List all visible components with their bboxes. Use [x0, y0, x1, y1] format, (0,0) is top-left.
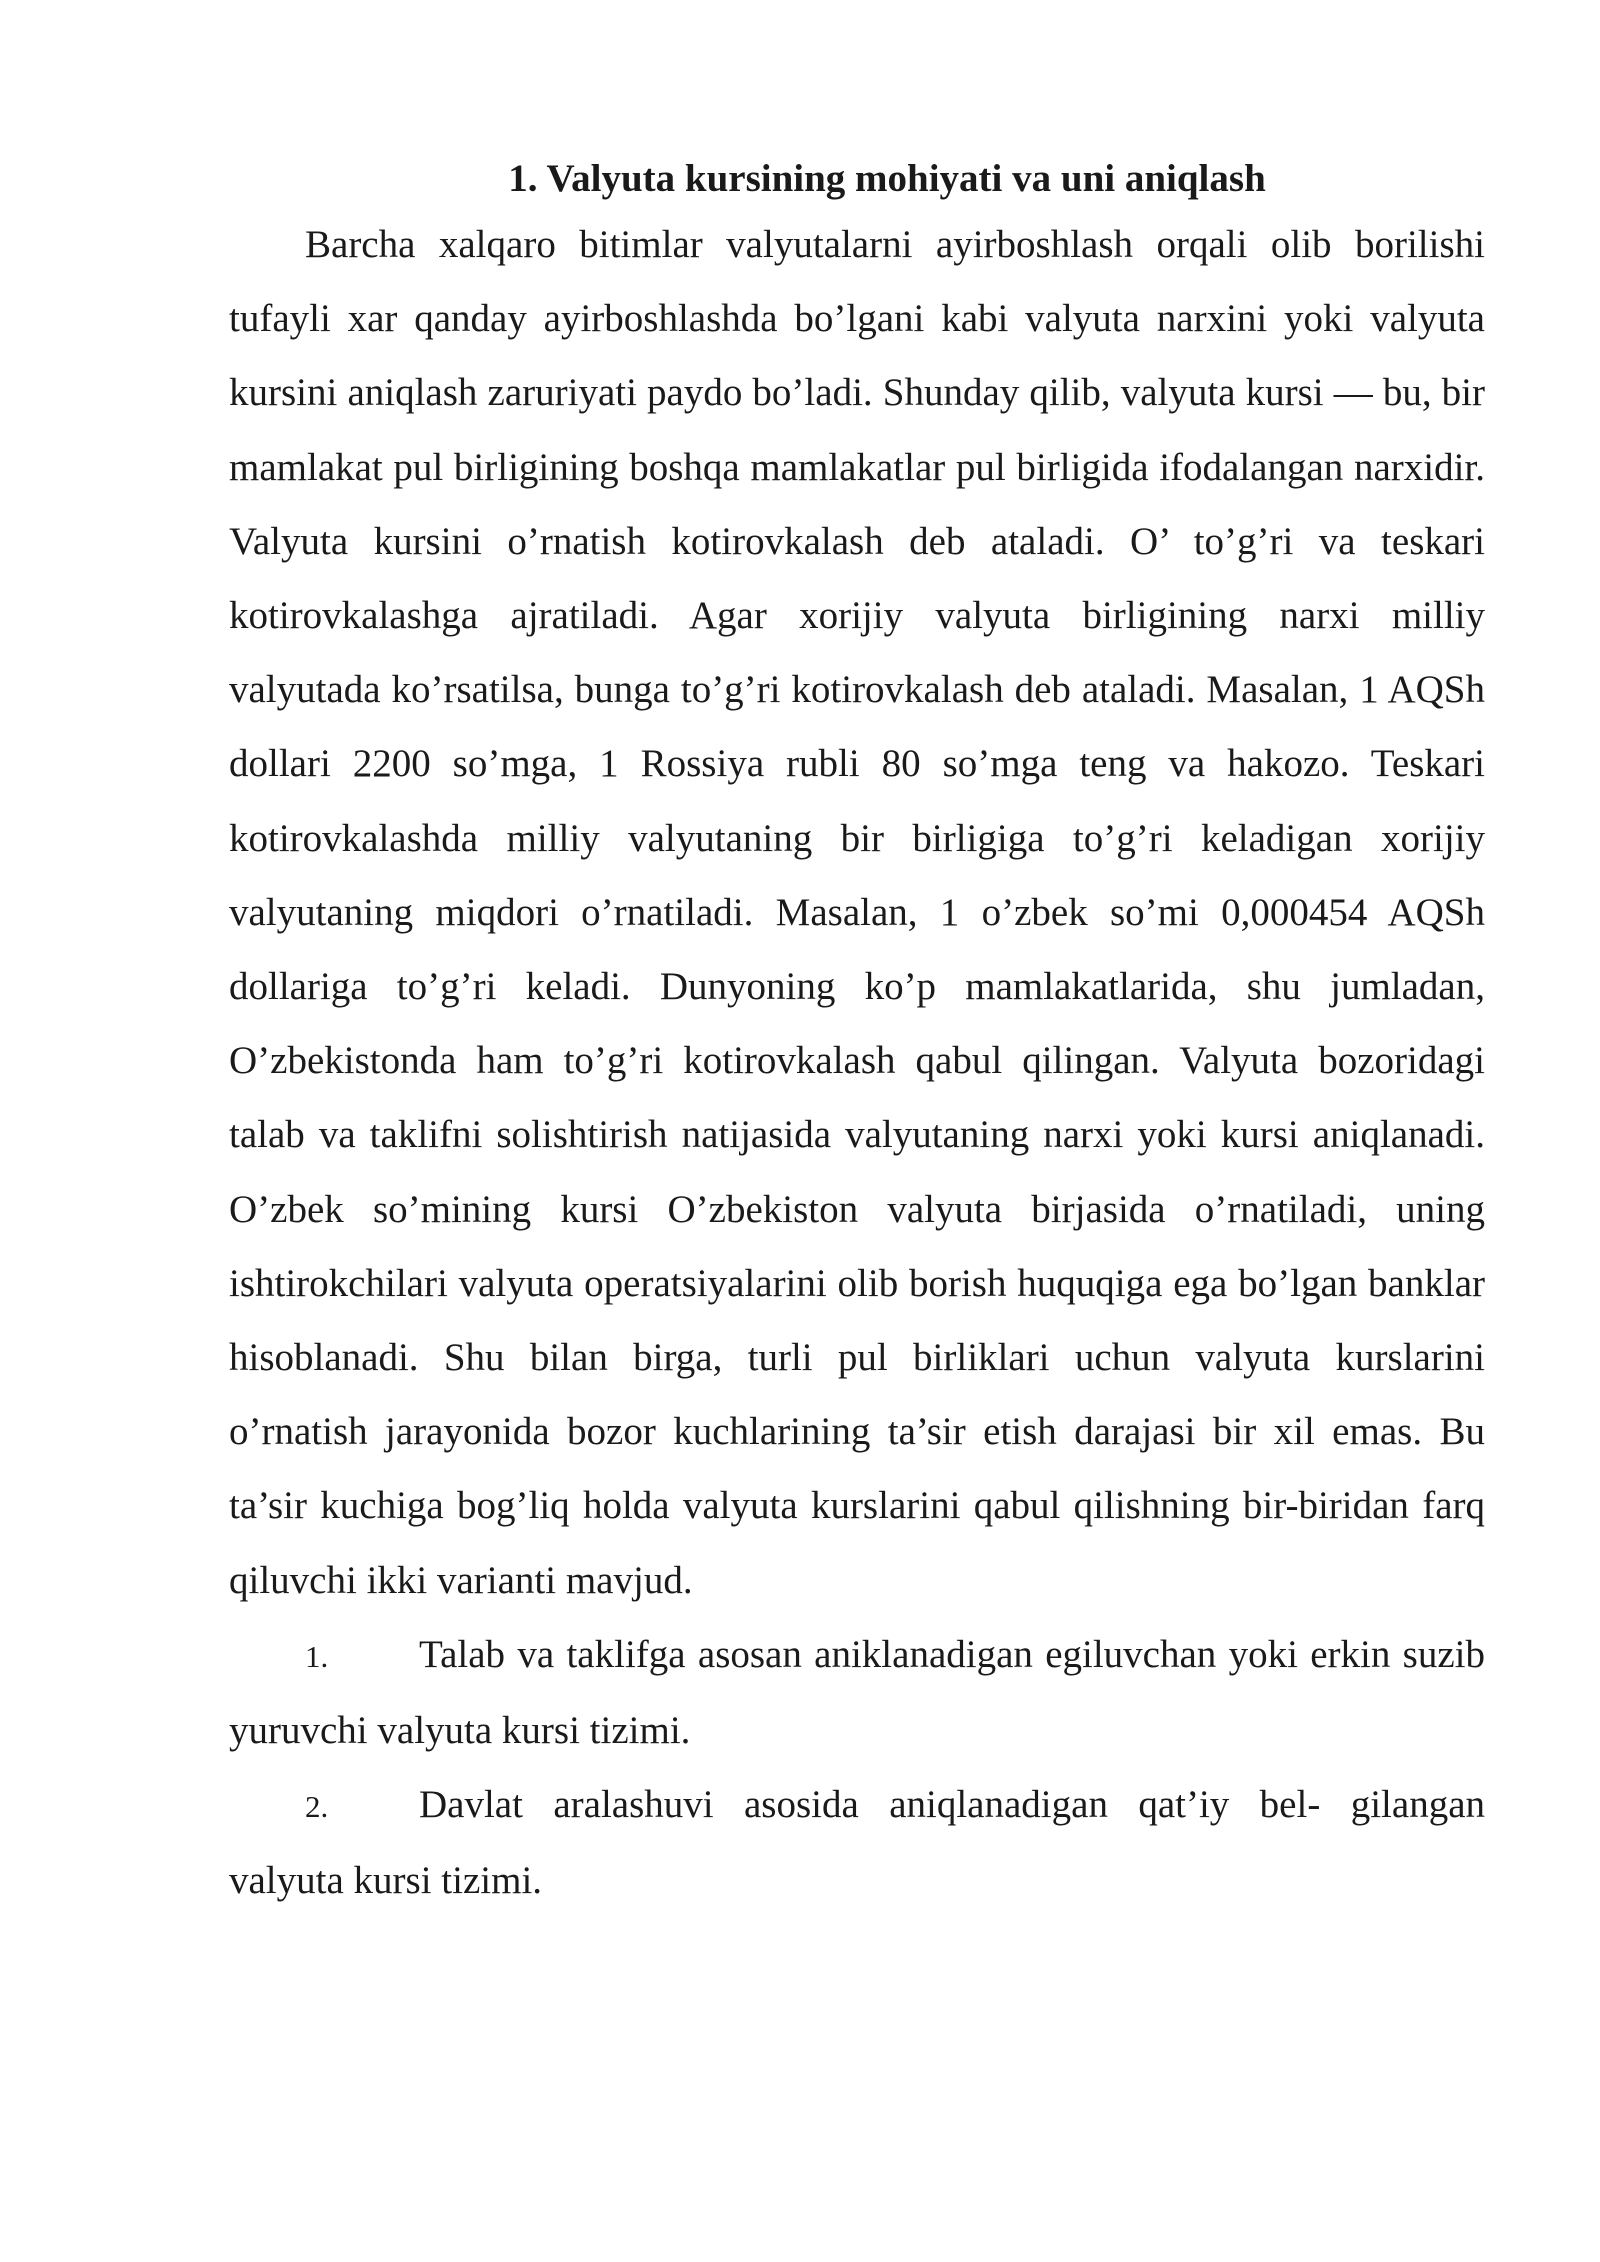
section-heading: 1. Valyuta kursining mohiyati va uni aniqlash: [508, 157, 1266, 200]
document-body: [229, 150, 1485, 1919]
list-item-number: 1.: [305, 1638, 329, 1674]
list-item-1: [229, 1618, 1485, 1768]
list-item-text: Talab va taklifga asosan aniklanadigan egiluvchan yoki erkin suzib yuruvchi valyuta kursi tizimi.: [229, 1632, 1485, 1753]
list-item-text: Davlat aralashuvi asosida aniqlanadigan qat’iy bel- gilangan valyuta kursi tizimi.: [229, 1783, 1485, 1903]
body-paragraph: Barcha xalqaro bitimlar valyutalarni ayirboshlash orqali olib borilishi tufayli xar qanday ayirboshlashda bo’lgani kabi valyuta narxini yoki valyuta kursini aniqlash zaruriyati paydo bo’ladi. Shunday qilib, valyuta kursi — bu, bir mamlakat pul birligining boshqa mamlakatlar pul birligida ifodalangan narxidir. Valyuta kursini o’rnatish kotirovkalash deb ataladi. O’ to’g’ri va teskari kotirovkalashga ajratiladi. Agar xorijiy valyuta birligining narxi milliy valyutada ko’rsatilsa, bunga to’g’ri kotirovkalash deb ataladi. Masalan, 1 AQSh dollari 2200 so’mga, 1 Rossiya rubli 80 so’mga teng va hakozo. Teskari kotirovkalashda milliy valyutaning bir birligiga to’g’ri keladigan xorijiy valyutaning miqdori o’rnatiladi. Masalan, 1 o’zbek so’mi 0,000454 AQSh dollariga to’g’ri keladi. Dunyoning ko’p mamlakatlarida, shu jumladan, O’zbekistonda ham to’g’ri kotirovkalash qabul qilingan. Valyuta bozoridagi talab va taklifni solishtirish natijasida valyutaning narxi yoki kursi aniqlanadi. O’zbek so’mining kursi O’zbekiston valyuta birjasida o’rnatiladi, uning ishtirokchilari valyuta operatsiyalarini olib borish huquqiga ega bo’lgan banklar hisoblanadi. Shu bilan birga, turli pul birliklari uchun valyuta kurslarini o’rnatish jarayonida bozor kuchlarining ta’sir etish darajasi bir xil emas. Bu ta’sir kuchiga bog’liq holda valyuta kurslarini qabul qilishning bir-biridan farq qiluvchi ikki varianti mavjud.: [229, 223, 1485, 1602]
list-item-2: [229, 1768, 1485, 1918]
list-item-number: 2.: [305, 1789, 329, 1825]
